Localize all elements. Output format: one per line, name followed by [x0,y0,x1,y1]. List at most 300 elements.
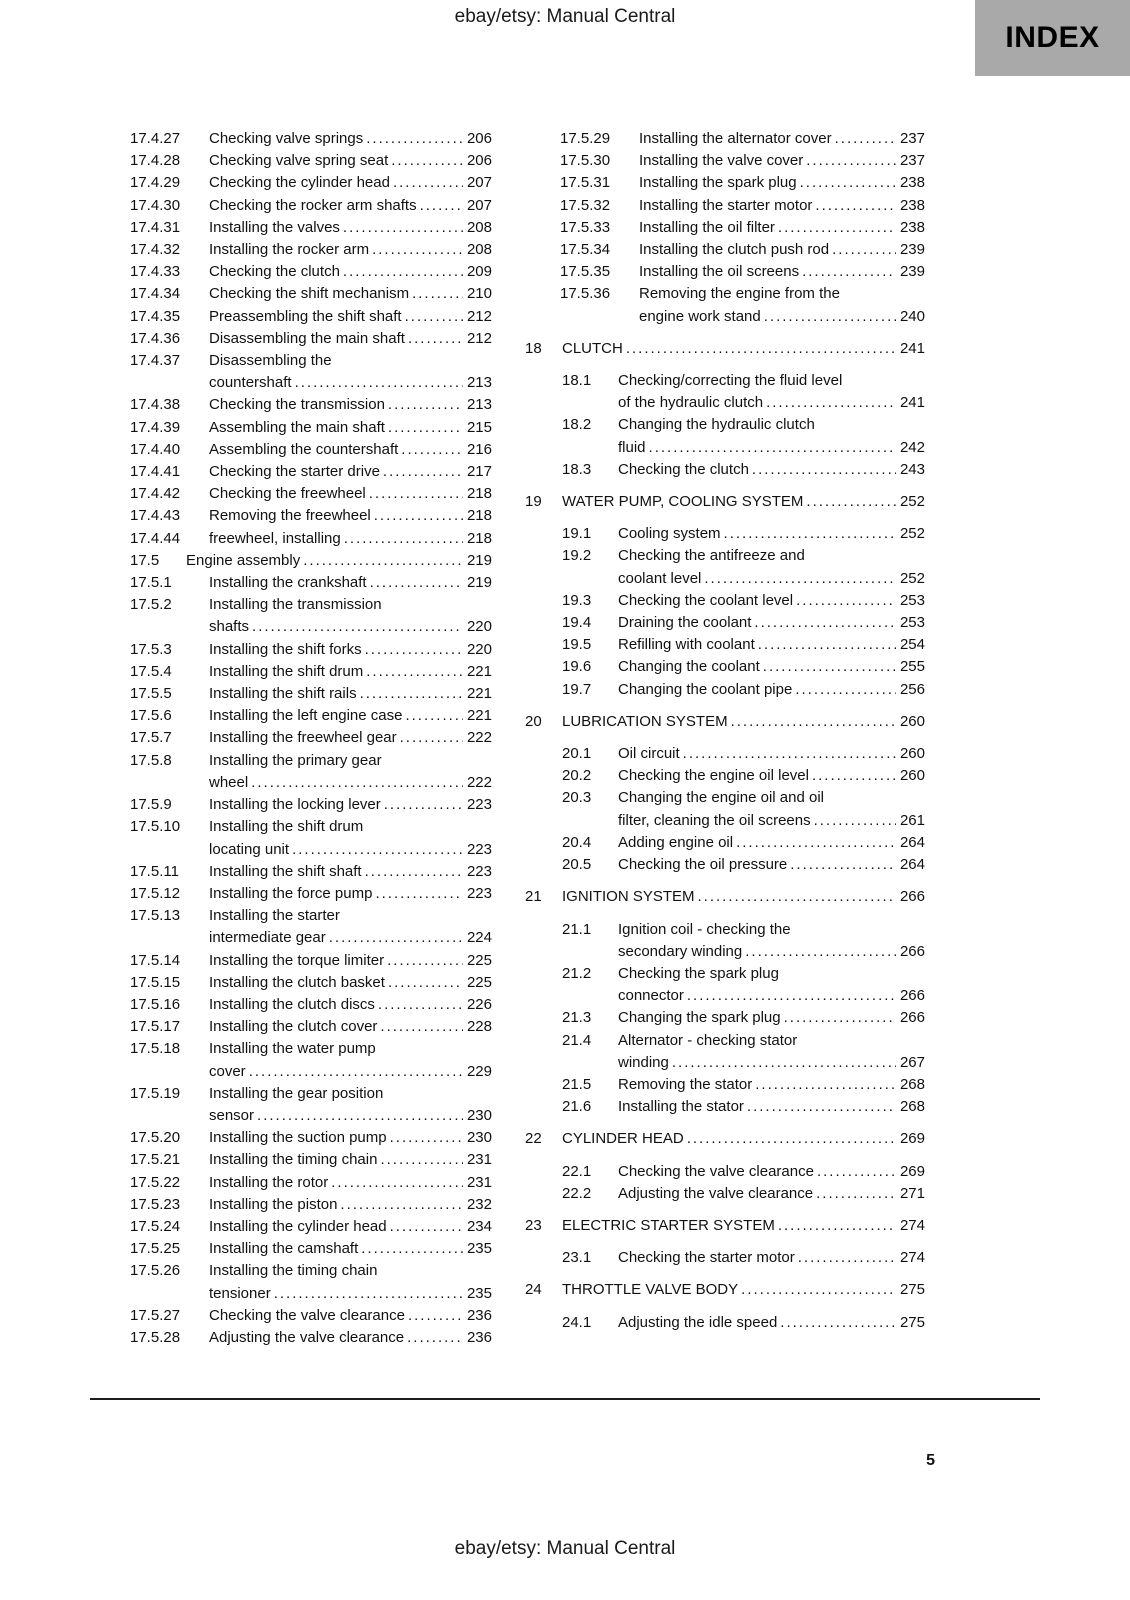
entry-last-line [562,1215,925,1237]
entry-body [639,261,925,283]
entry-number: 19.4 [562,614,592,632]
entry-page-number: 256 [899,680,925,698]
entry-title: Installing the timing chain [209,1151,378,1169]
entry-last-line [209,306,492,328]
entry-title: Installing the clutch cover [209,1018,378,1036]
dot-leader [766,392,896,414]
toc-entry [560,217,925,239]
entry-number: 17.5.30 [560,152,611,170]
entry-title: tensioner [209,1284,271,1302]
toc-entry [562,787,925,831]
entry-title: LUBRICATION SYSTEM [562,712,728,730]
entry-last-line [209,128,492,150]
entry-page-number: 242 [899,438,925,456]
dot-leader [687,985,896,1007]
entry-number: 22 [525,1130,542,1148]
entry-last-line [209,661,492,683]
entry-last-line [639,261,925,283]
entry-last-line [618,656,925,678]
entry-page-number: 221 [466,707,492,725]
entry-page-number: 253 [899,614,925,632]
entry-last-line [209,1305,492,1327]
entry-page-number: 213 [466,396,492,414]
entry-page-number: 239 [899,263,925,281]
entry-title: Installing the suction pump [209,1129,387,1147]
entry-title: winding [618,1053,669,1071]
entry-number: 17.5.12 [130,884,181,902]
entry-page-number: 231 [466,1173,492,1191]
dot-leader [374,505,463,527]
entry-number: 18.2 [562,416,592,434]
entry-body [209,639,492,661]
entry-last-line [209,1016,492,1038]
entry-number: 18 [525,339,542,357]
entry-number: 17.5.27 [130,1306,181,1324]
entry-number: 17.5.32 [560,196,611,214]
entry-last-line [562,886,925,908]
entry-number: 17.5.13 [130,907,181,925]
entry-body [618,787,925,831]
entry-last-line [209,328,492,350]
toc-entry [130,239,492,261]
entry-last-line [618,1074,925,1096]
entry-body [562,1128,925,1150]
entry-title: fluid [618,438,646,456]
dot-leader [816,1183,896,1205]
dot-leader [736,832,896,854]
entry-title: THROTTLE VALVE BODY [562,1281,739,1299]
entry-number: 19.3 [562,591,592,609]
entry-last-line [209,794,492,816]
entry-number: 17.5.19 [130,1084,181,1102]
entry-last-line [209,994,492,1016]
entry-page-number: 206 [466,152,492,170]
entry-number: 20.1 [562,745,592,763]
entry-body [618,1096,925,1118]
entry-number: 17.4.27 [130,130,181,147]
toc-entry [130,528,492,550]
dot-leader [800,172,896,194]
dot-leader [383,461,463,483]
entry-page-number: 208 [466,218,492,236]
toc-entry [130,261,492,283]
entry-number: 21.6 [562,1098,592,1116]
entry-last-line [562,1279,925,1301]
entry-body [209,1083,492,1127]
entry-title: Installing the camshaft [209,1240,359,1258]
entry-last-line [618,941,925,963]
entry-number: 21.1 [562,920,592,938]
dot-leader [366,128,463,150]
entry-page-number: 264 [899,833,925,851]
dot-leader [806,150,896,172]
entry-page-number: 230 [466,1129,492,1147]
toc-entry [560,172,925,194]
dot-leader [380,1149,463,1171]
entry-body [618,963,925,1007]
entry-number: 21.3 [562,1009,592,1027]
entry-last-line [618,832,925,854]
entry-body [209,594,492,638]
dot-leader [763,656,896,678]
entry-last-line [209,461,492,483]
entry-page-number: 264 [899,856,925,874]
entry-last-line [209,616,492,638]
entry-number: 17.5.34 [560,241,611,259]
dot-leader [344,528,463,550]
entry-title: Draining the coolant [618,614,752,632]
header-doc-title: ebay/etsy: Manual Central [454,6,676,27]
entry-title: locating unit [209,840,290,858]
entry-body [618,612,925,634]
entry-last-line [209,483,492,505]
entry-body [209,1038,492,1082]
entry-body [618,1007,925,1029]
entry-body [209,261,492,283]
dot-leader [343,261,463,283]
entry-body [639,217,925,239]
dot-leader [252,616,463,638]
entry-title: Checking the coolant level [618,591,794,609]
dot-leader [796,590,896,612]
entry-number: 17.4.30 [130,196,181,214]
toc-entry [562,370,925,414]
entry-last-line [209,195,492,217]
entry-page-number: 207 [466,174,492,192]
entry-body [618,1030,925,1074]
entry-body [209,528,492,550]
dot-leader [784,1007,896,1029]
entry-number: 17.4.37 [130,352,181,370]
entry-page-number: 252 [899,569,925,587]
entry-page-number: 216 [466,440,492,458]
entry-number: 17.4.43 [130,507,181,525]
entry-last-line [618,1312,925,1334]
entry-last-line [209,883,492,905]
entry-body [209,1305,492,1327]
entry-title-line: Changing the engine oil and oil [618,789,824,807]
entry-page-number: 222 [466,773,492,791]
entry-title-line: Installing the shift drum [209,818,364,836]
dot-leader [393,172,463,194]
entry-body [209,283,492,305]
toc-entry [130,417,492,439]
toc-entry [560,195,925,217]
entry-number: 17.5.18 [130,1040,181,1058]
entry-number: 17.4.44 [130,529,181,547]
entry-title: Checking valve spring seat [209,152,389,170]
entry-last-line [209,861,492,883]
entry-number: 17.5 [130,551,160,569]
entry-number: 17.5.7 [130,729,172,747]
entry-title: connector [618,987,684,1005]
entry-last-line [639,128,925,150]
toc-entry [130,750,492,794]
entry-page-number: 215 [466,418,492,436]
entry-page-number: 219 [466,574,492,592]
entry-body [562,1279,925,1301]
dot-leader [388,972,463,994]
entry-body [562,338,925,360]
entry-number: 17.5.3 [130,640,172,658]
dot-leader [815,195,896,217]
entry-number: 17.5.10 [130,818,181,836]
entry-page-number: 238 [899,174,925,192]
entry-last-line [618,634,925,656]
entry-last-line [209,172,492,194]
entry-last-line [209,1105,492,1127]
entry-page-number: 269 [899,1130,925,1148]
entry-number: 20 [525,712,542,730]
dot-leader [778,217,896,239]
dot-leader [626,338,896,360]
entry-last-line [209,1127,492,1149]
entry-title-line: Installing the timing chain [209,1262,378,1280]
entry-body [209,972,492,994]
entry-title: secondary winding [618,942,743,960]
entry-title: Oil circuit [618,745,680,763]
entry-last-line [209,727,492,749]
entry-number: 22.2 [562,1184,592,1202]
dot-leader [752,459,896,481]
toc-entry [130,705,492,727]
entry-title-line: Disassembling the [209,352,332,370]
entry-title: Checking valve springs [209,130,364,147]
dot-leader [764,306,896,328]
entry-number: 17.5.33 [560,218,611,236]
entry-last-line [209,1172,492,1194]
dot-leader [724,523,896,545]
entry-last-line [618,810,925,832]
toc-entry [562,1030,925,1074]
entry-title: Installing the clutch basket [209,973,385,991]
toc-entry [525,1128,925,1150]
entry-title: wheel [209,773,249,791]
dot-leader [672,1052,896,1074]
entry-page-number: 241 [899,339,925,357]
entry-page-number: 237 [899,152,925,170]
entry-page-number: 218 [466,485,492,503]
entry-page-number: 238 [899,218,925,236]
entry-title: sensor [209,1106,255,1124]
entry-title-line: Ignition coil - checking the [618,920,791,938]
entry-last-line [618,612,925,634]
entry-title: Checking the starter drive [209,463,380,481]
dot-leader [704,568,896,590]
entry-title: Changing the coolant [618,658,760,676]
entry-number: 22.1 [562,1162,592,1180]
toc-column-right [525,128,925,1334]
entry-number: 21.5 [562,1075,592,1093]
entry-page-number: 261 [899,811,925,829]
entry-title: Cooling system [618,525,721,543]
toc-entry [130,683,492,705]
entry-last-line [209,1194,492,1216]
entry-body [209,217,492,239]
toc-entry [130,505,492,527]
entry-last-line [209,1238,492,1260]
entry-number: 20.2 [562,767,592,785]
entry-title-line: Installing the starter [209,907,340,925]
toc-entry [130,306,492,328]
entry-page-number: 266 [899,888,925,906]
entry-page-number: 267 [899,1053,925,1071]
entry-page-number: 253 [899,591,925,609]
entry-title: Removing the stator [618,1075,753,1093]
entry-number: 17.5.21 [130,1151,181,1169]
entry-title: Installing the piston [209,1195,338,1213]
toc-entry [130,1083,492,1127]
entry-number: 17.4.34 [130,285,181,303]
entry-title: Installing the starter motor [639,196,813,214]
entry-last-line [618,854,925,876]
toc-entry [560,150,925,172]
entry-page-number: 235 [466,1284,492,1302]
dot-leader [790,854,896,876]
entry-page-number: 221 [466,662,492,680]
entry-title: coolant level [618,569,702,587]
entry-last-line [618,459,925,481]
toc-entry [562,612,925,634]
entry-page-number: 223 [466,884,492,902]
entry-body [209,417,492,439]
entry-last-line [618,743,925,765]
entry-body [209,439,492,461]
entry-title-line: Checking the antifreeze and [618,547,805,565]
toc-entry [130,794,492,816]
entry-number: 19.1 [562,525,592,543]
entry-number: 20.5 [562,856,592,874]
entry-last-line [562,491,925,513]
entry-last-line [209,439,492,461]
entry-body [209,1260,492,1304]
entry-title-line: Installing the water pump [209,1040,376,1058]
entry-page-number: 236 [466,1306,492,1324]
entry-page-number: 241 [899,394,925,412]
entry-last-line [562,338,925,360]
dot-leader [257,1105,463,1127]
entry-title-line: Changing the hydraulic clutch [618,416,815,434]
entry-title: Checking the clutch [209,263,340,281]
toc-entry [562,1007,925,1029]
entry-page-number: 224 [466,929,492,947]
entry-last-line [209,394,492,416]
entry-body [639,172,925,194]
dot-leader [687,1128,896,1150]
dot-leader [378,994,463,1016]
entry-number: 21.4 [562,1031,592,1049]
toc-entry [130,1172,492,1194]
toc-entry [130,195,492,217]
entry-page-number: 208 [466,241,492,259]
toc-entry [130,861,492,883]
entry-number: 18.3 [562,460,592,478]
entry-title: Changing the coolant pipe [618,680,793,698]
entry-page-number: 240 [899,307,925,325]
entry-page-number: 222 [466,729,492,747]
entry-last-line [618,1161,925,1183]
dot-leader [412,283,463,305]
entry-title: CYLINDER HEAD [562,1130,684,1148]
entry-page-number: 235 [466,1240,492,1258]
toc-entry [562,523,925,545]
dot-leader [741,1279,896,1301]
entry-body [209,1238,492,1260]
entry-title: Checking the rocker arm shafts [209,196,417,214]
dot-leader [331,1172,463,1194]
toc-entry [130,328,492,350]
entry-page-number: 234 [466,1217,492,1235]
entry-last-line [209,1283,492,1305]
toc-entry [130,1238,492,1260]
entry-title: Adjusting the valve clearance [618,1184,814,1202]
dot-leader [408,328,463,350]
dot-leader [366,661,463,683]
entry-body [618,459,925,481]
entry-number: 17.5.35 [560,263,611,281]
entry-page-number: 255 [899,658,925,676]
toc-entry [130,283,492,305]
entry-body [209,661,492,683]
dot-leader [731,711,896,733]
entry-body [209,727,492,749]
toc-entry [562,679,925,701]
dot-leader [369,483,463,505]
entry-title: Installing the valves [209,218,340,236]
entry-body [618,414,925,458]
toc-entry [562,634,925,656]
entry-body [209,1194,492,1216]
entry-last-line [209,972,492,994]
dot-leader [795,679,896,701]
entry-number: 24.1 [562,1313,592,1331]
entry-number: 24 [525,1281,542,1299]
entry-title: Installing the shift rails [209,685,357,703]
entry-page-number: 226 [466,995,492,1013]
entry-body [209,861,492,883]
entry-page-number: 252 [899,525,925,543]
toc-entry [560,239,925,261]
entry-page-number: 220 [466,640,492,658]
entry-page-number: 210 [466,285,492,303]
entry-page-number: 252 [899,493,925,511]
entry-title: Installing the stator [618,1098,744,1116]
dot-leader [814,810,896,832]
entry-title: Installing the clutch push rod [639,241,830,259]
dot-leader [420,195,463,217]
entry-last-line [209,639,492,661]
entry-number: 23 [525,1216,542,1234]
dot-leader [370,572,463,594]
entry-page-number: 275 [899,1281,925,1299]
entry-body [562,491,925,513]
entry-number: 17.4.29 [130,174,181,192]
entry-page-number: 213 [466,374,492,392]
entry-title: Checking the clutch [618,460,749,478]
toc-entry [562,743,925,765]
toc-entry [130,128,492,150]
entry-body [209,328,492,350]
toc-entry [130,1127,492,1149]
entry-title: Checking the oil pressure [618,856,788,874]
entry-title: Installing the crankshaft [209,574,367,592]
entry-page-number: 230 [466,1106,492,1124]
entry-number: 17.4.40 [130,440,181,458]
toc-entry [130,172,492,194]
dot-leader [754,612,896,634]
entry-last-line [618,765,925,787]
toc-entry [562,919,925,963]
